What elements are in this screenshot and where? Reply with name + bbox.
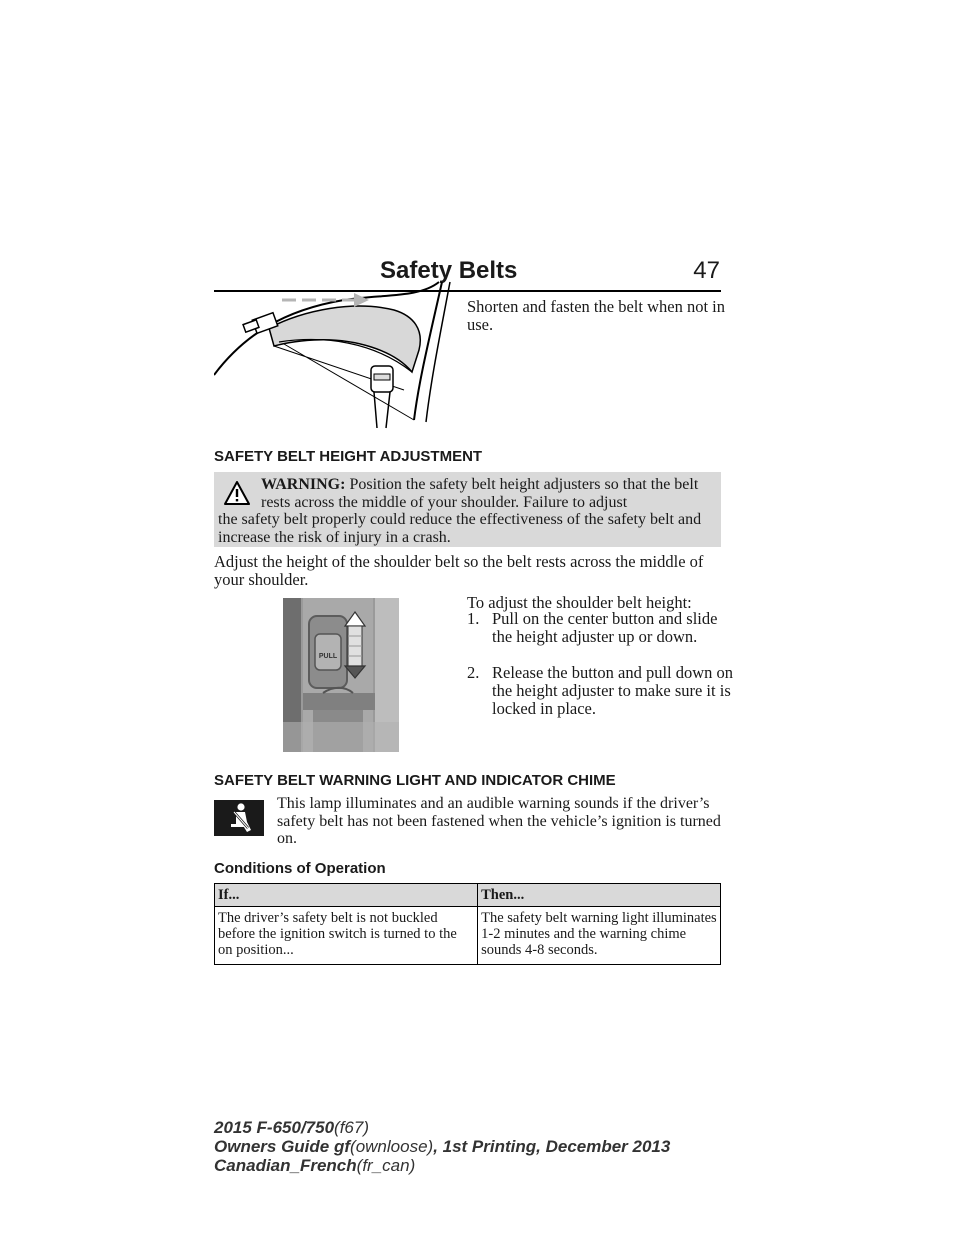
belt-storage-text: Shorten and fasten the belt when not in use. bbox=[467, 297, 725, 334]
page-title: Safety Belts bbox=[380, 257, 518, 284]
footer bbox=[214, 1118, 670, 1175]
warning-triangle-icon bbox=[224, 481, 250, 505]
table-cell-then: The safety belt warning light illuminates 1-2 minutes and the warning chime sounds 4-8 seconds. bbox=[478, 907, 721, 965]
footer-guide: Owners Guide gf bbox=[214, 1137, 351, 1156]
footer-language-code: (fr_can) bbox=[356, 1156, 416, 1175]
table-header-row bbox=[215, 884, 721, 907]
adjust-paragraph: Adjust the height of the shoulder belt so the belt rests across the middle of your shoulder. bbox=[214, 552, 704, 589]
column-header-then: Then... bbox=[478, 884, 721, 907]
step-text: Pull on the center button and slide the height adjuster up or down. bbox=[492, 609, 718, 646]
footer-printing: , 1st Printing, December 2013 bbox=[433, 1137, 671, 1156]
belt-storage-illustration bbox=[214, 280, 454, 430]
pull-label: PULL bbox=[318, 653, 338, 660]
height-adjustment-heading: SAFETY BELT HEIGHT ADJUSTMENT bbox=[214, 448, 483, 465]
table-row bbox=[215, 907, 721, 965]
warning-body-line1: Position the safety belt height adjusters so that the belt rests across the middle of your shoulder. Failure to adjust bbox=[261, 476, 699, 511]
footer-line-guide bbox=[214, 1137, 670, 1156]
warning-body-continued: the safety belt properly could reduce the effectiveness of the safety belt and increase the risk of injury in a crash. bbox=[218, 511, 702, 546]
conditions-heading: Conditions of Operation bbox=[214, 860, 386, 877]
footer-model: 2015 F-650/750 bbox=[214, 1118, 335, 1137]
step-text: Release the button and pull down on the height adjuster to make sure it is locked in place. bbox=[492, 663, 734, 718]
conditions-table bbox=[214, 883, 721, 965]
warning-label: WARNING: bbox=[261, 476, 346, 493]
warning-light-text: This lamp illuminates and an audible warning sounds if the driver’s safety belt has not been fastened when the vehicle’s ignition is turned on. bbox=[277, 795, 721, 847]
warning-text bbox=[261, 476, 719, 511]
page-number: 47 bbox=[693, 257, 720, 284]
footer-line-language bbox=[214, 1156, 670, 1175]
footer-guide-code: (ownloose) bbox=[350, 1137, 434, 1156]
steps-intro: To adjust the shoulder belt height: bbox=[467, 593, 692, 612]
step-item bbox=[467, 664, 737, 718]
step-number: 2. bbox=[467, 663, 480, 682]
height-adjuster-illustration bbox=[283, 598, 399, 752]
footer-language: Canadian_French bbox=[214, 1156, 357, 1175]
footer-model-code: (f67) bbox=[334, 1118, 370, 1137]
step-item bbox=[467, 610, 737, 646]
seatbelt-warning-icon bbox=[214, 800, 264, 836]
table-cell-if: The driver’s safety belt is not buckled before the ignition switch is turned to the on position... bbox=[215, 907, 478, 965]
column-header-if: If... bbox=[215, 884, 478, 907]
step-number: 1. bbox=[467, 609, 480, 628]
warning-light-heading: SAFETY BELT WARNING LIGHT AND INDICATOR CHIME bbox=[214, 772, 616, 789]
footer-line-model bbox=[214, 1118, 670, 1137]
